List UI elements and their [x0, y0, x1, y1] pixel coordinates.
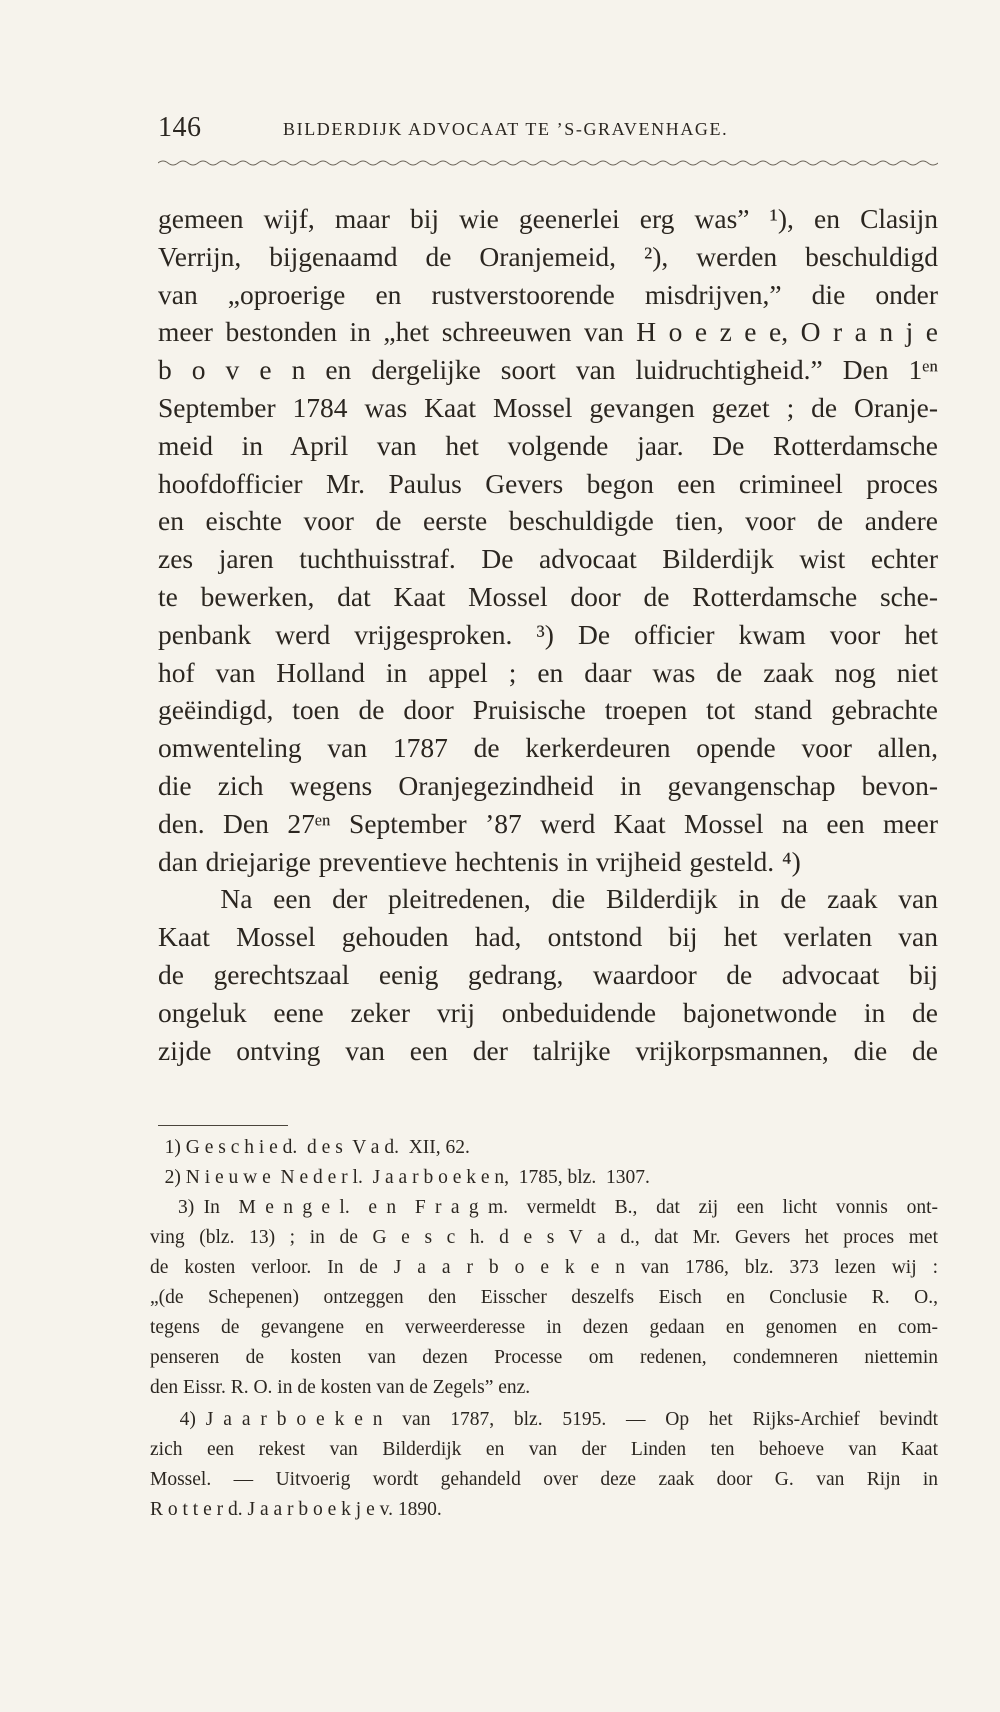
footnote-line: 1) G e s c h i e d. d e s V a d. XII, 62. — [150, 1137, 470, 1158]
body-line: zijde ontving van een der talrijke vrijkorpsmannen, die de — [158, 1034, 938, 1066]
footnote-line: R o t t e r d. J a a r b o e k j e v. 1890. — [150, 1499, 442, 1520]
footnote-line: 2) N i e u w e N e d e r l. J a a r b o e k e n, 1785, blz. 1307. — [150, 1167, 650, 1188]
footnote-line: 4) J a a r b o e k e n van 1787, blz. 5195. — Op het Rijks-Archief bevindt — [150, 1409, 938, 1430]
body-line: September 1784 was Kaat Mossel gevangen gezet ; de Oranje- — [158, 391, 938, 423]
body-line: penbank werd vrijgesproken. ³) De officier kwam voor het — [158, 618, 938, 650]
footnotes — [150, 1133, 938, 1525]
body-line: hof van Holland in appel ; en daar was de zaak nog niet — [158, 656, 938, 688]
footnote-line: de kosten verloor. In de J a a r b o e k e n van 1786, blz. 373 lezen wij : — [150, 1257, 938, 1278]
footnote-line: 3) In M e n g e l. e n F r a g m. vermeldt B., dat zij een licht vonnis ont- — [150, 1197, 938, 1218]
header-wavy-rule — [158, 158, 938, 168]
body-line: omwenteling van 1787 de kerkerdeuren opende voor allen, — [158, 732, 938, 764]
body-line: gemeen wijf, maar bij wie geenerlei erg was” ¹), en Clasijn — [158, 203, 938, 234]
body-line: en eischte voor de eerste beschuldigde tien, voor de andere — [158, 505, 938, 537]
page-header — [158, 112, 938, 152]
body-text — [158, 200, 938, 1069]
body-line: Na een der pleitredenen, die Bilderdijk in de zaak van — [158, 883, 938, 915]
body-line: van „oproerige en rustverstoorende misdrijven,” die onder — [158, 278, 938, 310]
footnote-separator — [158, 1125, 288, 1126]
body-line: te bewerken, dat Kaat Mossel door de Rotterdamsche sche- — [158, 580, 938, 612]
footnote-line: Mossel. — Uitvoerig wordt gehandeld over deze zaak door G. van Rijn in — [150, 1469, 938, 1490]
body-line: meer bestonden in „het schreeuwen van H o e z e e, O r a n j e — [158, 316, 938, 348]
body-line: hoofdofficier Mr. Paulus Gevers begon een crimineel proces — [158, 467, 938, 499]
body-line: meid in April van het volgende jaar. De Rotterdamsche — [158, 429, 938, 461]
page-number: 146 — [158, 112, 202, 143]
body-line: dan driejarige preventieve hechtenis in vrijheid gesteld. ⁴) — [158, 845, 801, 877]
body-line: b o v e n en dergelijke soort van luidruchtigheid.” Den 1ᵉⁿ — [158, 354, 938, 386]
body-line: die zich wegens Oranjegezindheid in gevangenschap bevon- — [158, 769, 938, 801]
body-line: zes jaren tuchthuisstraf. De advocaat Bilderdijk wist echter — [158, 543, 938, 575]
body-line: de gerechtszaal eenig gedrang, waardoor de advocaat bij — [158, 958, 938, 990]
footnote-line: ving (blz. 13) ; in de G e s c h. d e s V a d., dat Mr. Gevers het proces met — [150, 1227, 938, 1248]
body-line: Verrijn, bijgenaamd de Oranjemeid, ²), werden beschuldigd — [158, 240, 938, 272]
body-line: den. Den 27ᵉⁿ September ’87 werd Kaat Mossel na een meer — [158, 807, 938, 839]
footnote-line: penseren de kosten van dezen Processe om redenen, condemneren niettemin — [150, 1347, 938, 1368]
footnote-line: den Eissr. R. O. in de kosten van de Zegels” enz. — [150, 1377, 531, 1398]
body-line: Kaat Mossel gehouden had, ontstond bij het verlaten van — [158, 921, 938, 953]
footnote-line: tegens de gevangene en verweerderesse in dezen gedaan en genomen en com- — [150, 1317, 938, 1338]
body-line: ongeluk eene zeker vrij onbeduidende bajonetwonde in de — [158, 996, 938, 1028]
footnote-line: „(de Schepenen) ontzeggen den Eisscher deszelfs Eisch en Conclusie R. O., — [150, 1287, 938, 1308]
running-head: BILDERDIJK ADVOCAAT TE ’S-GRAVENHAGE. — [283, 119, 729, 139]
body-line: geëindigd, toen de door Pruisische troepen tot stand gebrachte — [158, 694, 938, 726]
footnote-line: zich een rekest van Bilderdijk en van der Linden ten behoeve van Kaat — [150, 1439, 938, 1460]
